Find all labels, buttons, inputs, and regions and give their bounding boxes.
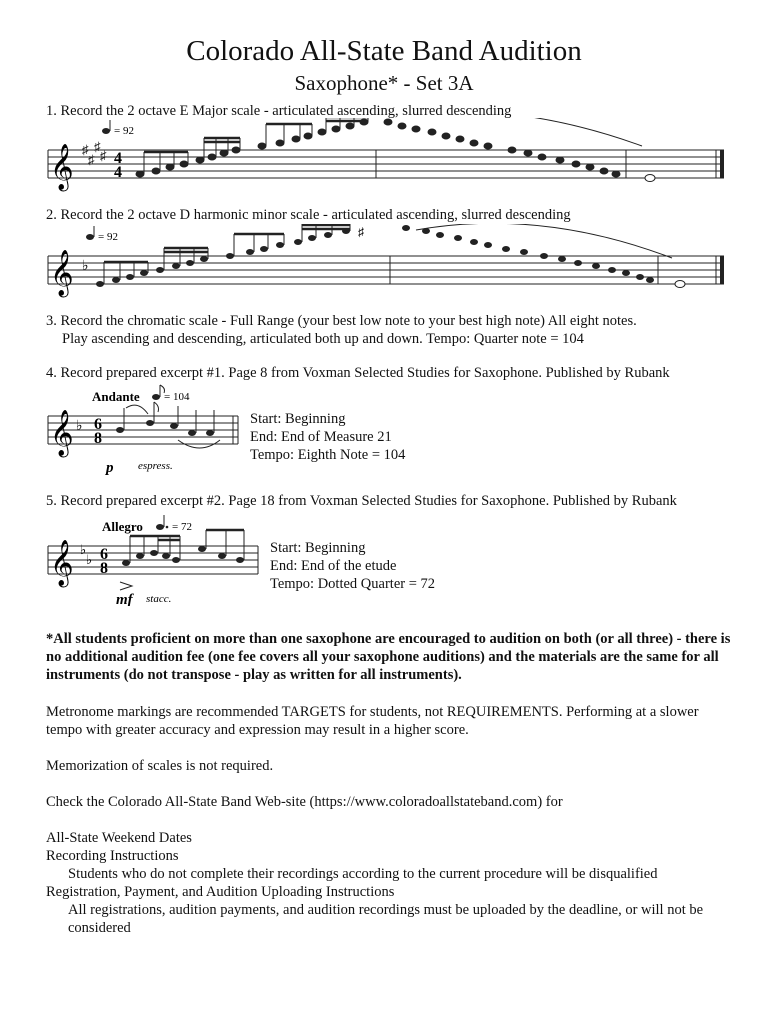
- page-subtitle: Saxophone* - Set 3A: [294, 71, 474, 95]
- accent-marking: [120, 582, 132, 590]
- slur-arc: [416, 224, 672, 258]
- item-3-line-2: Play ascending and descending, articulated both up and down. Tempo: Quarter note = 104: [62, 331, 584, 347]
- staff-e-major-scale: [40, 118, 730, 198]
- staff-d-harmonic-minor-scale: [40, 224, 730, 300]
- treble-clef-icon: 𝄞: [50, 540, 74, 585]
- metronome-note: Metronome markings are recommended TARGETS for students, not REQUIREMENTS. Performing at a slower tempo with greater accuracy and expression may result in a higher score.: [46, 704, 699, 738]
- dynamic-marking: mf: [116, 592, 133, 606]
- excerpt-1-end: End: End of Measure 21: [250, 429, 392, 445]
- excerpt-2-start: Start: Beginning: [270, 540, 366, 556]
- item-2-instruction: 2. Record the 2 octave D harmonic minor scale - articulated ascending, slurred descending: [46, 207, 571, 223]
- tempo-marking: [102, 120, 134, 137]
- list-item-dates: All-State Weekend Dates: [46, 830, 192, 846]
- expression-marking: espress.: [138, 460, 173, 472]
- list-item-registration: Registration, Payment, and Audition Uploading Instructions: [46, 884, 395, 900]
- tempo-word: Allegro: [102, 519, 143, 534]
- svg-text:♭: ♭: [76, 419, 83, 434]
- tempo-word: Andante: [92, 389, 140, 404]
- flat-key-signature: ♭: [82, 259, 89, 274]
- svg-text:= 104: = 104: [164, 391, 190, 403]
- svg-text:= 72: = 72: [172, 521, 192, 533]
- svg-text:♯: ♯: [88, 152, 95, 167]
- list-subitem-registration: All registrations, audition payments, and audition recordings must be uploaded by the deadline, or will not be considered: [68, 902, 704, 936]
- item-1-instruction: 1. Record the 2 octave E Major scale - articulated ascending, slurred descending: [46, 103, 512, 119]
- excerpt-1-tempo: Tempo: Eighth Note = 104: [250, 447, 406, 463]
- info-list: [46, 829, 736, 937]
- expression-marking: stacc.: [146, 593, 172, 605]
- excerpt-2-staff: [40, 514, 270, 606]
- list-subitem-recording: Students who do not complete their recordings according to the current procedure will be disqualified: [68, 866, 658, 882]
- tempo-marking: [156, 515, 192, 533]
- svg-text:6: 6: [94, 416, 102, 433]
- item-3-line-1: 3. Record the chromatic scale - Full Range (your best low note to your best high note) All eight notes.: [46, 313, 637, 329]
- svg-text:♭: ♭: [86, 552, 93, 567]
- svg-text:4: 4: [114, 150, 122, 167]
- svg-text:♯: ♯: [94, 139, 101, 154]
- website-note: Check the Colorado All-State Band Web-site (https://www.coloradoallstateband.com) for: [46, 794, 563, 810]
- key-signature-sharps: [82, 139, 107, 167]
- svg-text:♭: ♭: [80, 542, 87, 557]
- svg-text:8: 8: [94, 430, 102, 447]
- excerpt-2-tempo: Tempo: Dotted Quarter = 72: [270, 576, 436, 592]
- page-title: Colorado All-State Band Audition: [186, 35, 582, 67]
- svg-text:♯: ♯: [82, 142, 89, 157]
- excerpt-2-end: End: End of the etude: [270, 558, 397, 574]
- treble-clef-icon: 𝄞: [50, 250, 74, 295]
- svg-text:= 92: = 92: [98, 231, 118, 243]
- memorization-note: Memorization of scales is not required.: [46, 758, 274, 774]
- svg-text:♯: ♯: [358, 225, 364, 239]
- svg-text:= 92: = 92: [114, 125, 134, 137]
- item-5-instruction: 5. Record prepared excerpt #2. Page 18 from Voxman Selected Studies for Saxophone. Published by Rubank: [46, 493, 677, 509]
- multi-instrument-note: *All students proficient on more than one saxophone are encouraged to audition on both (or all three) - there is no additional audition fee (one fee covers all your saxophone auditions) and the materials are the same for all instruments (do not transpose - play as written for all instruments).: [46, 631, 731, 683]
- svg-text:8: 8: [100, 560, 108, 577]
- dynamic-marking: p: [106, 460, 114, 476]
- svg-text:♯: ♯: [100, 148, 107, 163]
- tempo-marking: [86, 226, 118, 243]
- tempo-marking: [152, 385, 190, 403]
- item-4-instruction: 4. Record prepared excerpt #1. Page 8 from Voxman Selected Studies for Saxophone. Published by Rubank: [46, 365, 670, 381]
- treble-clef-icon: 𝄞: [50, 144, 74, 189]
- svg-text:6: 6: [100, 546, 108, 563]
- svg-text:4: 4: [114, 164, 122, 181]
- list-item-recording: Recording Instructions: [46, 848, 179, 864]
- excerpt-1-staff: [40, 384, 250, 476]
- excerpt-1-start: Start: Beginning: [250, 411, 346, 427]
- treble-clef-icon: 𝄞: [50, 410, 74, 455]
